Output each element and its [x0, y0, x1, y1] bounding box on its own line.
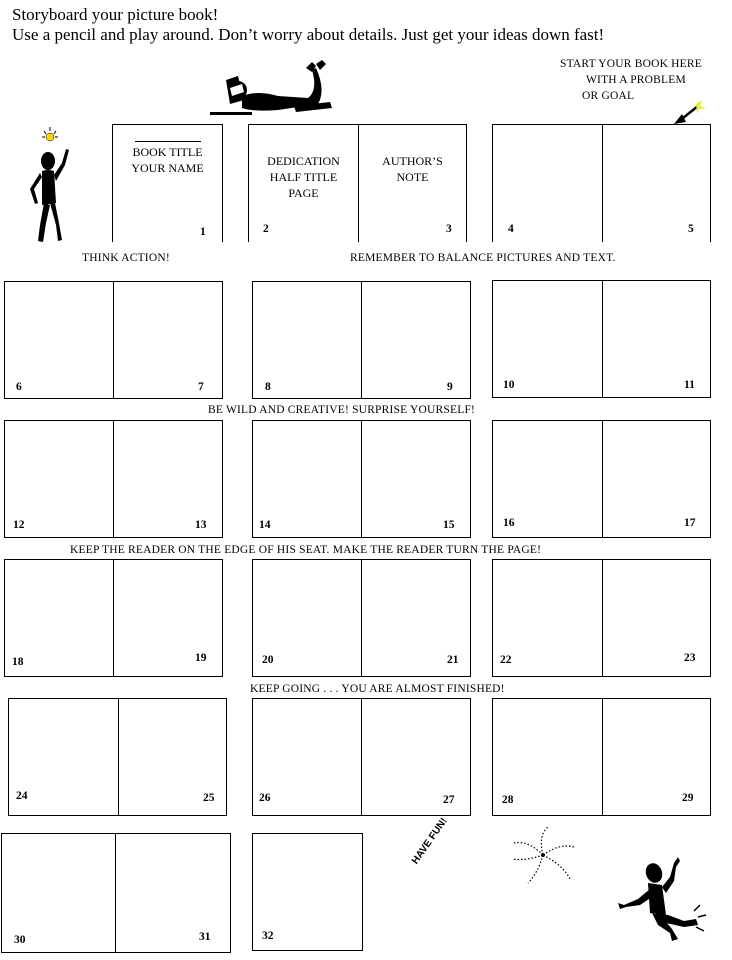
page-number-10: 10 — [503, 379, 515, 391]
page-number-29: 29 — [682, 792, 694, 804]
page-number-23: 23 — [684, 652, 696, 664]
start-note-line-2: WITH A PROBLEM — [586, 74, 686, 86]
star-arrow-icon — [672, 100, 706, 126]
reading-person-icon — [208, 60, 338, 120]
page-number-2: 2 — [263, 223, 269, 235]
page-number-6: 6 — [16, 381, 22, 393]
page-box-5[interactable] — [602, 124, 711, 242]
jumping-figure-icon — [610, 855, 710, 945]
idea-stick-figure-icon — [28, 125, 78, 245]
caption-wild: BE WILD AND CREATIVE! SURPRISE YOURSELF! — [208, 404, 476, 416]
page-number-32: 32 — [262, 930, 274, 942]
note-label: NOTE — [396, 170, 429, 184]
page-number-21: 21 — [447, 654, 459, 666]
instruction-line-2: Use a pencil and play around. Don’t worry about details. Just get your ideas down fast! — [12, 25, 605, 44]
have-fun-label: HAVE FUN! — [410, 816, 450, 867]
page-number-11: 11 — [684, 379, 695, 391]
caption-think-action: THINK ACTION! — [82, 252, 170, 264]
page-number-4: 4 — [508, 223, 514, 235]
page-number-8: 8 — [265, 381, 271, 393]
swirl-icon — [508, 825, 578, 885]
half-title-label: HALF TITLE — [269, 170, 338, 184]
page-number-26: 26 — [259, 792, 271, 804]
page-number-20: 20 — [262, 654, 274, 666]
your-name-label: YOUR NAME — [131, 161, 204, 175]
page-number-19: 19 — [195, 652, 207, 664]
page-number-7: 7 — [198, 381, 204, 393]
page-box-31[interactable] — [115, 833, 231, 953]
start-note-line-1: START YOUR BOOK HERE — [560, 58, 702, 70]
page-box-9[interactable] — [361, 281, 471, 399]
page-number-22: 22 — [500, 654, 512, 666]
caption-edge: KEEP THE READER ON THE EDGE OF HIS SEAT. MAKE THE READER TURN THE PAGE! — [70, 544, 542, 556]
page-number-12: 12 — [13, 519, 25, 531]
dedication-text — [249, 153, 358, 201]
page-number-24: 24 — [16, 790, 28, 802]
start-note-line-3: OR GOAL — [582, 90, 635, 102]
page-number-30: 30 — [14, 934, 26, 946]
title-underline — [135, 141, 201, 142]
authors-label: AUTHOR’S — [382, 154, 443, 168]
author-note-text — [359, 153, 466, 185]
caption-balance: REMEMBER TO BALANCE PICTURES AND TEXT. — [350, 252, 616, 264]
page-number-9: 9 — [447, 381, 453, 393]
page-number-5: 5 — [688, 223, 694, 235]
page-box-7[interactable] — [113, 281, 223, 399]
page-number-13: 13 — [195, 519, 207, 531]
page-number-18: 18 — [12, 656, 24, 668]
page-number-14: 14 — [259, 519, 271, 531]
dedication-label: DEDICATION — [267, 154, 340, 168]
page-number-16: 16 — [503, 517, 515, 529]
page-number-17: 17 — [684, 517, 696, 529]
page-number-1: 1 — [200, 226, 206, 238]
instruction-line-1: Storyboard your picture book! — [12, 5, 219, 24]
title-page-text — [113, 141, 222, 176]
page-number-27: 27 — [443, 794, 455, 806]
page-number-31: 31 — [199, 931, 211, 943]
page-label: PAGE — [288, 186, 319, 200]
page-number-15: 15 — [443, 519, 455, 531]
page-box-29[interactable] — [602, 698, 711, 816]
page-number-28: 28 — [502, 794, 514, 806]
book-title-label: BOOK TITLE — [132, 145, 203, 159]
page-number-3: 3 — [446, 223, 452, 235]
caption-keep-going: KEEP GOING . . . YOU ARE ALMOST FINISHED! — [250, 683, 505, 695]
page-box-1[interactable] — [112, 124, 223, 242]
page-number-25: 25 — [203, 792, 215, 804]
